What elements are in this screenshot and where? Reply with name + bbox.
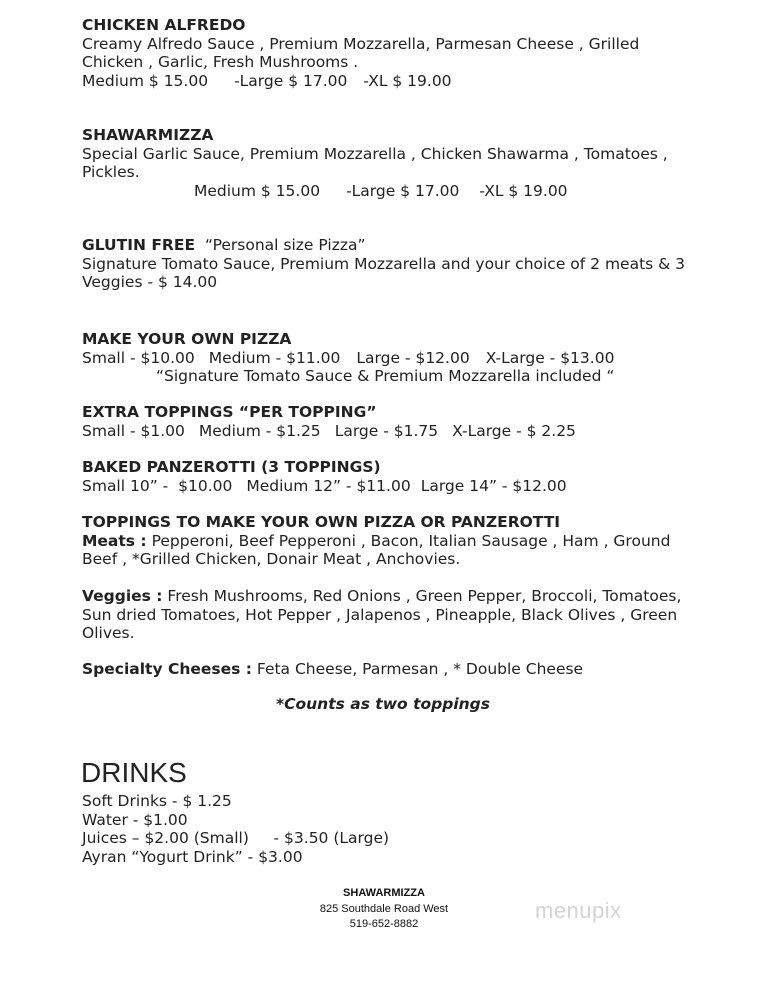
veggies-line2: Sun dried Tomatoes, Hot Pepper , Jalapenos , Pineapple, Black Olives , Green (82, 605, 678, 624)
price-medium: Medium $ 15.00 (82, 71, 209, 90)
price-medium: Medium - $1.25 (198, 421, 321, 440)
drinks-title: DRINKS (81, 757, 187, 788)
cheeses-list: Feta Cheese, Parmesan , * Double Cheese (251, 659, 584, 678)
make-your-own-title: MAKE YOUR OWN PIZZA (82, 330, 292, 348)
shawarmizza-title: SHAWARMIZZA (82, 126, 214, 144)
veggies-list: Fresh Mushrooms, Red Onions , Green Pepper, Broccoli, Tomatoes, (162, 587, 682, 605)
drink-item: Water - $1.00 (82, 810, 188, 829)
extra-toppings-title: EXTRA TOPPINGS “PER TOPPING” (82, 403, 377, 421)
gluten-free-heading (82, 236, 685, 255)
drink-item: Soft Drinks - $ 1.25 (82, 792, 232, 810)
extra-toppings-prices (82, 422, 576, 441)
gluten-free-desc-line1: Signature Tomato Sauce, Premium Mozzarella and your choice of 2 meats & 3 (82, 254, 686, 273)
gluten-free-section (82, 236, 685, 292)
veggies-label: Veggies : (82, 587, 163, 605)
price-xlarge: X-Large - $ 2.25 (452, 421, 576, 440)
price-xl: -XL $ 19.00 (479, 181, 568, 200)
price-small: Small - $1.00 (82, 421, 185, 440)
shawarmizza-desc-line1: Special Garlic Sauce, Premium Mozzarella , Chicken Shawarma , Tomatoes , (82, 144, 668, 163)
footer-phone: 519-652-8882 (349, 918, 419, 930)
price-small: Small - $10.00 (82, 348, 195, 367)
drinks-list (82, 792, 389, 866)
meats-label: Meats : (82, 531, 147, 550)
price-large: -Large $ 17.00 (234, 71, 348, 90)
footer (0, 886, 768, 933)
price-large: Large - $12.00 (356, 348, 470, 367)
footer-name: SHAWARMIZZA (343, 887, 425, 899)
price-small: Small 10” - $10.00 (82, 476, 233, 495)
drink-item: Juices – $2.00 (Small) - $3.50 (Large) (82, 829, 390, 847)
shawarmizza-section (82, 126, 668, 200)
toppings-note: *Counts as two toppings (276, 695, 491, 713)
price-large: -Large $ 17.00 (346, 181, 460, 200)
panzerotti-section (82, 458, 567, 495)
menupix-watermark: menupix (535, 898, 622, 923)
meats-line1 (82, 532, 681, 551)
make-your-own-prices (82, 349, 614, 368)
chicken-alfredo-prices (82, 72, 639, 91)
cheeses-label: Specialty Cheeses : (82, 659, 252, 678)
price-xl: -XL $ 19.00 (363, 71, 452, 90)
chicken-alfredo-desc-line2: Chicken , Garlic, Fresh Mushrooms . (82, 53, 359, 71)
panzerotti-prices (82, 477, 567, 496)
price-medium: Medium 12” - $11.00 (246, 476, 411, 495)
gluten-free-title: GLUTIN FREE (82, 236, 196, 254)
shawarmizza-prices (82, 182, 668, 201)
gluten-free-desc-line2: Veggies - $ 14.00 (82, 273, 218, 291)
price-large: Large - $1.75 (334, 421, 439, 440)
chicken-alfredo-desc-line1: Creamy Alfredo Sauce , Premium Mozzarella, Parmesan Cheese , Grilled (82, 34, 640, 53)
toppings-title: TOPPINGS TO MAKE YOUR OWN PIZZA OR PANZEROTTI (82, 513, 561, 531)
make-your-own-section (82, 330, 614, 386)
chicken-alfredo-title: CHICKEN ALFREDO (82, 16, 246, 34)
gluten-free-subtitle: “Personal size Pizza” (205, 236, 366, 254)
price-large: Large 14” - $12.00 (420, 476, 567, 495)
meats-line2: Beef , *Grilled Chicken, Donair Meat , Anchovies. (82, 550, 461, 568)
panzerotti-title: BAKED PANZEROTTI (3 TOPPINGS) (82, 458, 381, 476)
shawarmizza-desc-line2: Pickles. (82, 163, 140, 181)
meats-list: Pepperoni, Beef Pepperoni , Bacon, Italian Sausage , Ham , Ground (146, 531, 671, 550)
toppings-section (82, 513, 681, 714)
make-your-own-note: “Signature Tomato Sauce & Premium Mozzarella included “ (156, 367, 615, 385)
price-medium: Medium - $11.00 (208, 348, 341, 367)
cheeses-line (82, 660, 681, 679)
chicken-alfredo-section (82, 16, 639, 90)
veggies-line1 (82, 587, 681, 606)
extra-toppings-section (82, 403, 576, 440)
footer-address: 825 Southdale Road West (319, 902, 449, 915)
price-xlarge: X-Large - $13.00 (485, 348, 615, 367)
price-medium: Medium $ 15.00 (194, 181, 321, 200)
drink-item: Ayran “Yogurt Drink” - $3.00 (82, 847, 303, 866)
veggies-line3: Olives. (82, 624, 135, 642)
